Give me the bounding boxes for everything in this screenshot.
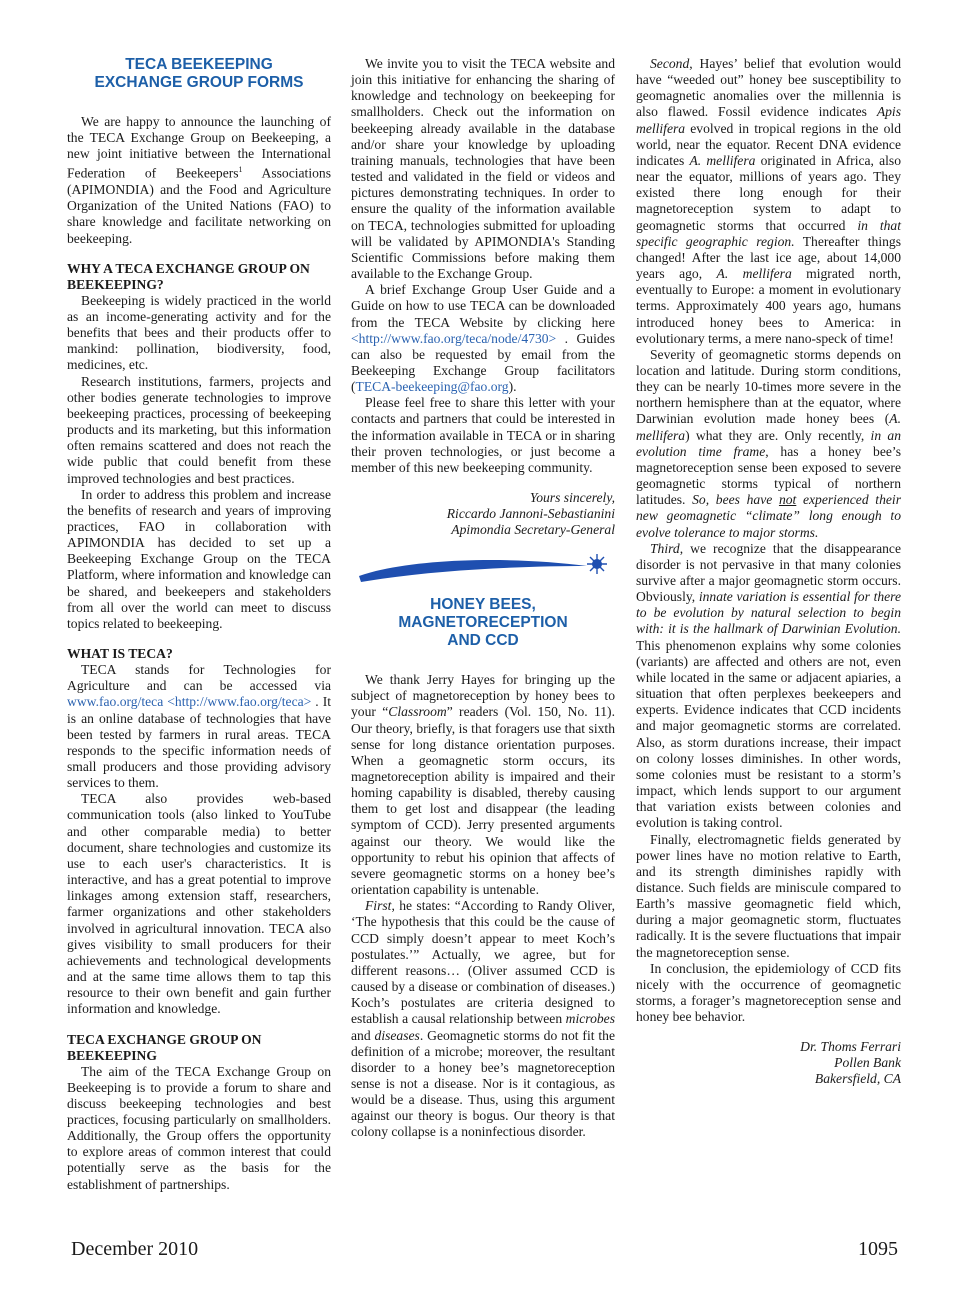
paragraph: Please feel free to share this letter with your contacts and partners that could be interested in the information available in TECA or in sharing their proven technologies, or just become a member of this new beekeeping community.: [351, 395, 615, 475]
article-title: HONEY BEES, MAGNETORECEPTION AND CCD: [398, 596, 568, 650]
paragraph: First, he states: “According to Randy Oliver, ‘The hypothesis that this could be the cause of CCD simply doesn’t appear to meet Koch’s postulates.’” Actually, we agree, but for different reasons… (Oliver assumed CCD is caused by a disease or combination of diseases.) Koch’s postulates are criteria designed to establish a causal relationship between microbes and diseases. Geomagnetic storms do not fit the definition of a microbe; moreover, the resultant disorder to a honey bee’s magnetoreception sense is not a disease. Nor is it contagious, as would be a disease. Thus, using this argument against our theory is bogus. Our theory is that colony collapse is a noninfectious disorder.: [351, 898, 615, 1140]
section-heading: WHY A TECA EXCHANGE GROUP ON BEEKEEPING?: [67, 260, 310, 292]
paragraph: Finally, electromagnetic fields generated by power lines have no motion relative to Earth, and its strength diminishes rapidly with distance. Such fields are miniscule compared to Earth’s massive geomagnetic field which, during a major geomagnetic storm, fluctuates radically. It is the severe fluctuations that impair the magnetoreception sense.: [636, 831, 901, 960]
paragraph: In order to address this problem and increase the benefits of research and years of improving practices, FAO in collaboration with APIMONDIA has decided to set up a Beekeeping Exchange Group on the TECA Platform, where information and knowledge can be shared, and beekeepers and stakeholders from all over the world can meet to discuss topics related to beekeeping.: [67, 486, 331, 631]
paragraph: We thank Jerry Hayes for bringing up the subject of magnetoreception by honey bees to your “Classroom” readers (Vol. 150, No. 11). Our theory, briefly, is that foragers use that sixth sense for long distance orientation purposes. When a geomagnetic storm occurs, its magnetoreception ability is impaired and their homing capability is disabled, thereby causing them to get lost and disappear (the leading symptom of CCD). Jerry presented arguments against our theory. We would like the opportunity to rebut his opinion that affects of severe geomagnetic storms on a honey bee’s orientation capability is untenable.: [351, 672, 615, 898]
paragraph: We invite you to visit the TECA website and join this initiative for enhancing the sharing of knowledge and technology on beekeeping for smallholders. Check out the information on beekeeping already available in the database and/or share your knowledge by uploading training manuals, technologies that have been tested and validated in the field or videos and pictures demonstrating techniques. In order to ensure the quality of the information available on TECA, technologies submitted for uploading will be validated by APIMONDIA's Standing Scientific Commissions before making them available to the Exchange Group.: [351, 56, 615, 282]
paragraph: In conclusion, the epidemiology of CCD fits nicely with the occurrence of geomagnetic storms, a forager’s magnetoreception sense and honey bee behavior.: [636, 960, 901, 1025]
section-heading: WHAT IS TECA?: [67, 646, 173, 662]
signature-block: Dr. Thoms Ferrari Pollen Bank Bakersfield, CA: [800, 1039, 901, 1087]
teca-link[interactable]: www.fao.org/teca <http://www.fao.org/teca>: [67, 694, 312, 710]
signature-block: Yours sincerely, Riccardo Jannoni-Sebastianini Apimondia Secretary-General: [446, 490, 615, 538]
column-3: [636, 56, 901, 1087]
section-heading: TECA EXCHANGE GROUP ON BEEKEEPING: [67, 1031, 262, 1063]
guide-link[interactable]: <http://www.fao.org/teca/node/4730>: [351, 330, 557, 346]
column-1: [67, 56, 331, 1193]
paragraph: Severity of geomagnetic storms depends on location and latitude. During storm conditions, they can be nearly 10-times more severe in the northern hemisphere than at the equator, where Darwinian evolution made honey bees (A. mellifera) what they are. Only recently, in an evolution time frame, has a honey bee’s magnetoreception sense been exposed to severe geomagnetic storms typical of northern latitudes. So, bees have not experienced their new geomagnetic “climate” long enough to evolve tolerance to major storms.: [636, 346, 901, 540]
paragraph: The aim of the TECA Exchange Group on Beekeeping is to provide a forum to share and discuss beekeeping technologies and best practices, focusing particularly on smallholders. Additionally, the Group offers the opportunity to explore areas of common interest that could potentially serve as the basis for the establishment of partnerships.: [67, 1063, 331, 1192]
article-title: TECA BEEKEEPING EXCHANGE GROUP FORMS: [94, 56, 304, 91]
page-number: 1095: [858, 1238, 898, 1260]
email-link[interactable]: TECA-beekeeping@fao.org: [355, 379, 509, 395]
paragraph: A brief Exchange Group User Guide and a Guide on how to use TECA can be downloaded from the TECA Website by clicking here <http://www.fao.org/teca/node/4730> . Guides can also be requested by email from the Beekeeping Exchange Group facilitators (TECA-beekeeping@fao.org).: [351, 282, 615, 395]
paragraph: Research institutions, farmers, projects and other bodies generate technologies to improve beekeeping practices, processing of beekeeping products and its marketing, but this information often remains scattered and does not reach the wide public that could benefit from these improved technologies and best practices.: [67, 373, 331, 486]
paragraph: TECA also provides web-based communication tools (also linked to YouTube and other comparable media) to better document, share technologies and customize its use to each user's characteristics. It is interactive, and has a great potential to improve linkages among extension staff, researchers, farmer organizations and other stakeholders involved in agricultural innovation. TECA also gives visibility to small producers for their achievements and technological developments and at the same time allows them to tap this resource to their own benefit and gain further information and knowledge.: [67, 791, 331, 1017]
swoosh-divider: [351, 552, 615, 588]
column-2: [351, 56, 615, 1141]
paragraph: Second, Hayes’ belief that evolution would have “weeded out” honey bee susceptibility to geomagnetic anomalies over the millennia is also flawed. Fossil evidence indicates Apis mellifera evolved in tropical regions in the old world, near the equator. Recent DNA evidence indicates A. mellifera originated in Africa, also near the equator, millions of years ago. They existed there long enough for their magnetoreception system to adapt to geomagnetic storms that occurred in that specific geographic region. Thereafter things changed! After the last ice age, about 14,000 years ago, A. mellifera migrated north, eventually to Europe: a moment in evolutionary terms. Approximately 400 years ago, humans introduced honey bees to America: in evolutionary terms, a mere nano-speck of time!: [636, 56, 901, 346]
paragraph: Third, we recognize that the disappearance disorder is not pervasive in that many colonies survive after a major geomagnetic storm occurs. Obviously, innate variation is essential for there to be evolution by natural selection to begin with: it is the hallmark of Darwinian Evolution. This phenomenon explains why some colonies (variants) are affected and others are not, even while located in the same or adjacent apiaries, a situation that often perplexes beekeepers and experts. Evidence indicates that CCD incidents and major geomagnetic storms are correlated. Also, as storm durations increase, their impact on colony losses diminishes. In other words, some colonies must be resistant to a storm’s impact, which lends support to our argument that variation exists between colonies and evolution is taking control.: [636, 540, 901, 831]
intro-paragraph: We are happy to announce the launching of the TECA Exchange Group on Beekeeping, a new joint initiative between the International Federation of Beekeepers$^1$ Associations (APIMONDIA) and the Food and Agriculture Organization of the United Nations (FAO) to share knowledge and facilitate networking on beekeeping.: [67, 114, 331, 246]
footer-date: December 2010: [71, 1238, 199, 1260]
paragraph: TECA stands for Technologies for Agriculture and can be accessed via www.fao.org/teca <http://www.fao.org/teca> . It is an online database of technologies that have been tested by farmers in rural areas. TECA responds to the specific information needs of small producers and those providing advisory services to them.: [67, 662, 331, 791]
paragraph: Beekeeping is widely practiced in the world as an income-generating activity and for the benefits that bees and their products offer to mankind: pollination, biodiversity, food, medicines, etc.: [67, 292, 331, 373]
